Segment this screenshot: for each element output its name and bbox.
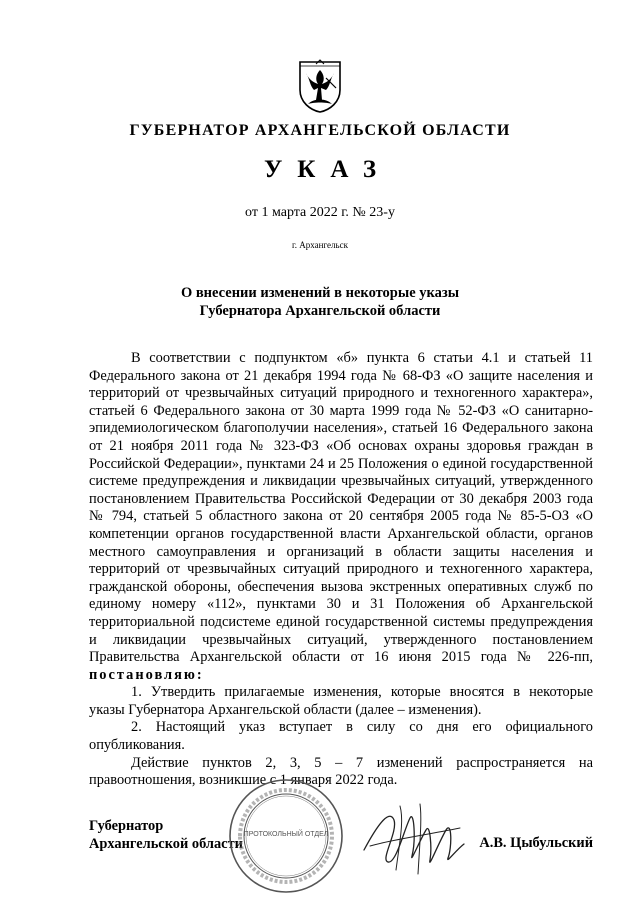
subject-line-2: Губернатора Архангельской области [199,303,441,319]
stamp-text: ПРОТОКОЛЬНЫЙ ОТДЕЛ [243,831,329,838]
position-line-2: Архангельской области [89,835,243,852]
coat-of-arms-icon [296,58,344,114]
item-1: 1. Утвердить прилагаемые изменения, которые вносятся в некоторые указы Губернатора Архангельской области (далее – изменения). [89,684,593,718]
governor-title: ГУБЕРНАТОР АРХАНГЕЛЬСКОЙ ОБЛАСТИ [129,122,511,139]
preamble-text: В соответствии с подпунктом «б» пункта 6 статьи 4.1 и статьей 11 Федерального закона от 21 декабря 1994 года № 68-ФЗ «О защите населения и территорий от чрезвычайных ситуаций природного и техногенного характера», статьей 6 Федерального закона от 30 марта 1999 года № 52-ФЗ «О санитарно-эпидемиологическом благополучии населения», статьей 16 Федерального закона от 21 ноября 2011 года № 323-ФЗ «Об основах охраны здоровья граждан в Российской Федерации», пунктами 24 и 25 Положения о единой государственной системе предупреждения и ликвидации чрезвычайных ситуаций, утвержденного постановлением Правительства Российской Федерации от 30 декабря 2003 года № 794, статьей 5 областного закона от 20 сентября 2005 года № 85-5-ОЗ «О компетенции органов государственной власти Архангельской области, органов местного самоуправления и организаций в области защиты населения и территорий от чрезвычайных ситуаций природного и техногенного характера, гражданской обороны, обеспечения вызова экстренных оперативных служб по единому номеру «112», пунктами 30 и 31 Положения об Архангельской территориальной подсистеме единой государственной системы предупреждения и ликвидации чрезвычайных ситуаций, утвержденного постановлением Правительства Архангельской области от 16 июня 2015 года № 226-пп, [89,350,593,666]
position-line-1: Губернатор [89,818,164,834]
handwritten-signature [360,800,480,878]
document-date-number: от 1 марта 2022 г. № 23-у [245,205,395,220]
item-3: Действие пунктов 2, 3, 5 – 7 изменений распространяется на правоотношения, возникшие с 1 января 2022 года. [89,754,593,789]
decree-word: постановляю [89,666,197,683]
document-body [89,350,593,790]
signatory-name: А.В. Цыбульский [479,835,593,851]
document-city: г. Архангельск [292,240,348,250]
official-stamp [226,776,346,896]
item-2: 2. Настоящий указ вступает в силу со дня его официального опубликования. [89,719,593,754]
document-type: УКАЗ [263,156,392,183]
subject-line-1: О внесении изменений в некоторые указы [180,285,460,301]
document-subject [140,284,500,320]
signatory-position [89,818,243,853]
preamble-paragraph [89,350,593,684]
decree-colon: : [196,666,204,683]
